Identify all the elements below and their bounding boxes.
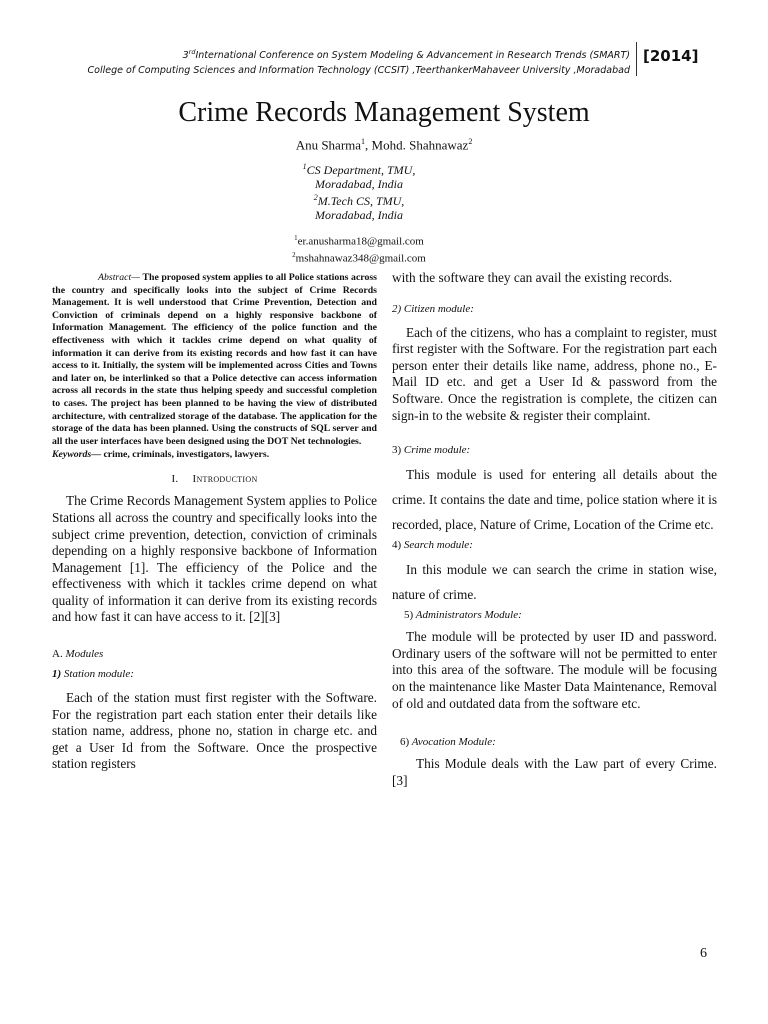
search-module-heading: 4) Search module: [392, 539, 473, 552]
introduction-text: The Crime Records Management System applies to Police Stations all across the country and specifically looks into the subject crime prevention, detection, conviction of criminals depending on a highly responsive backbone of Information Management [1]. The efficiency of the Police and the effectiveness with which it tackles crime depend on what quality of information it can derive from its existing records and how fast it can have access to it. [2][3] [52, 493, 377, 625]
header-year: [2014] [643, 47, 699, 65]
citizen-module-text: Each of the citizens, who has a complaint to register, must first register with the Software. For the registration part each person enter their details like name, address, phone no., E-Mail ID etc. and get a User Id & password from the Software. Once the registration is complete, the citizen can sign-in to the website & register their complaint. [392, 324, 717, 423]
keywords: Keywords— crime, criminals, investigators, lawyers. [52, 449, 270, 461]
author-emails: $^1$er.anusharma18@gmail.com $^2$mshahnawaz348@gmail.com [292, 234, 426, 265]
email-2: mshahnawaz348@gmail.com [295, 252, 426, 265]
subsection-heading-modules: A. Modules [52, 648, 104, 661]
crime-module-text: This module is used for entering all details about the crime. It contains the date and time, police station where it is recorded, place, Nature of Crime, Location of the Crime etc. [392, 467, 717, 533]
paper-authors: Anu Sharma$^1$, Mohd. Shahnawaz$^2$ [295, 137, 473, 153]
paper-title: Crime Records Management System [178, 97, 590, 128]
station-module-continued: with the software they can avail the existing records. [392, 270, 673, 285]
conference-line-2: College of Computing Sciences and Information Technology (CCSIT) ,TeerthankerMahaveer University ,Moradabad [87, 65, 630, 77]
station-module-heading: 1) Station module: [52, 668, 134, 681]
right-column [392, 270, 717, 789]
section-heading-introduction: I. Introduction [171, 473, 258, 486]
station-module-text: Each of the station must first register with the Software. For the registration part each station enter their details like station name, address, phone no, station in charge etc. and get a User Id from the Software. Once the prospective station registers [52, 690, 377, 772]
email-1: er.anusharma18@gmail.com [297, 235, 424, 248]
author-affiliations: $^1$CS Department, TMU, Moradabad, India $^2$M.Tech CS, TMU, Moradabad, India [302, 162, 416, 222]
crime-module-heading: 3) Crime module: [392, 444, 471, 457]
avocation-module-text: This Module deals with the Law part of every Crime. [3] [392, 756, 717, 788]
conference-header [40, 45, 630, 78]
search-module-text: In this module we can search the crime in station wise, nature of crime. [392, 562, 717, 603]
administrators-module-heading: 5) Administrators Module: [404, 609, 522, 622]
left-column [52, 272, 377, 773]
avocation-module-heading: 6) Avocation Module: [400, 736, 496, 749]
citizen-module-heading: 2) Citizen module: [392, 302, 474, 315]
page-number: 6 [700, 946, 707, 961]
administrators-module-text: The module will be protected by user ID and password. Ordinary users of the software will not be permitted to enter into this area of the software. The module will be focusing on the maintenance like Master Data Maintenance, Removal of old and outdated data from the software etc. [392, 629, 717, 711]
header-divider [636, 42, 637, 76]
conference-line-1: 3rdInternational Conference on System Modeling & Advancement in Research Trends (SMART) [182, 48, 630, 62]
abstract: Abstract— The proposed system applies to all Police stations across the country and specifically looks into the subject of Crime Records Management. It is well understood that Crime Prevention, Detection and Conviction of criminals depend on a highly responsive backbone of Information Management. The efficiency of the police function and the effectiveness with which it tackles crime depend on what quality of information it can derive from its existing records and how fast it can have access to it. Initially, the system will be implemented across Cities and Towns and later on, be interlinked so that a Police detective can access information across all records in the state thus helping speedy and successful completion to cases. The project has been planned to be having the view of distributed architecture, with centralized storage of the database. The application for the storage of the data has been planned. Using the constructs of SQL server and all the user interfaces have been designed using the DOT Net technologies. [52, 272, 377, 447]
